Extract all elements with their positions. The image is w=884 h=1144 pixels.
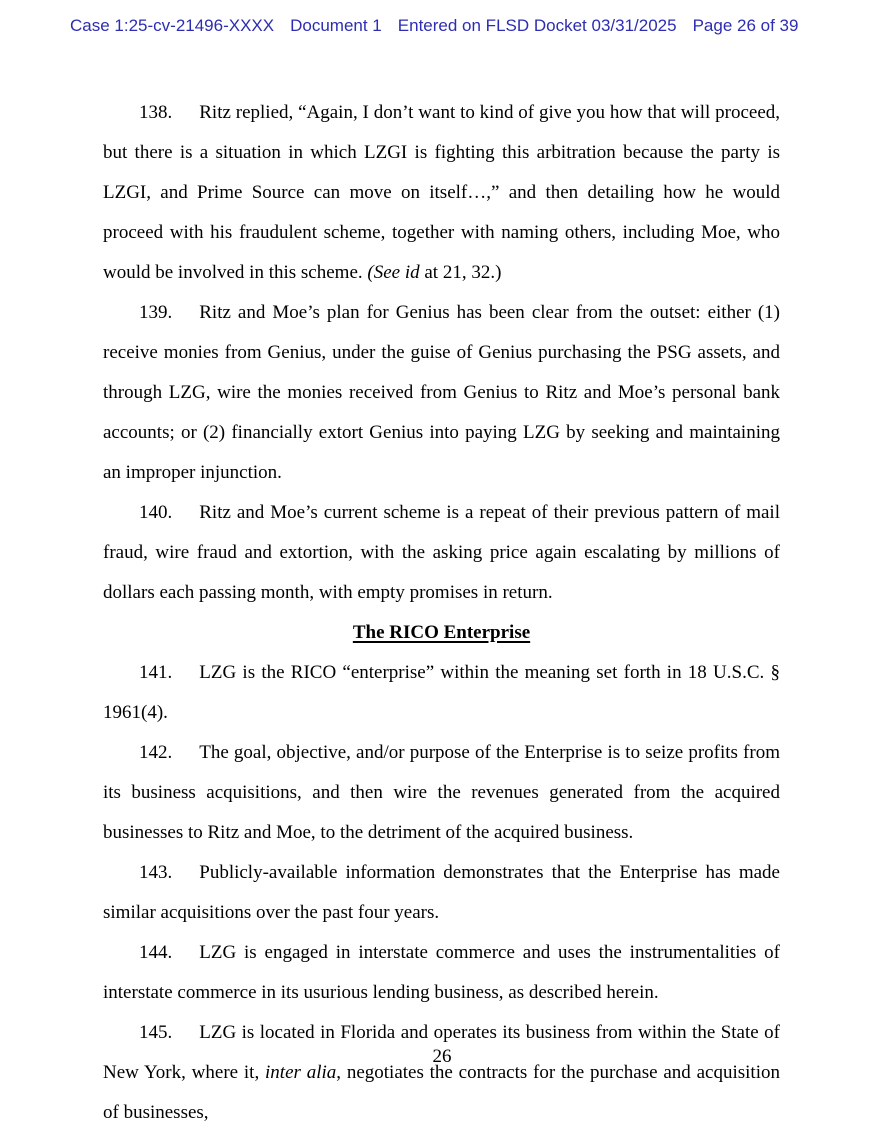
italic-text: (See id bbox=[367, 262, 420, 283]
body-paragraph bbox=[103, 653, 780, 733]
docket-entry-date: Entered on FLSD Docket 03/31/2025 bbox=[397, 16, 677, 35]
paragraph-number: 139. bbox=[139, 302, 173, 323]
paragraph-number: 138. bbox=[139, 102, 173, 123]
section-heading: The RICO Enterprise bbox=[352, 622, 531, 643]
paragraph-text: LZG is engaged in interstate commerce and uses the instrumentalities of interstate commerce in its usurious lending business, as described herein. bbox=[103, 942, 780, 1003]
body-paragraph bbox=[103, 93, 780, 293]
paragraph-text: Ritz replied, “Again, I don’t want to kind of give you how that will proceed, but there is a situation in which LZGI is fighting this arbitration because the party is LZGI, and Prime Source can move on itself…,” and then detailing how he would proceed with his fraudulent scheme, together with naming others, including Moe, who would be involved in this scheme. bbox=[103, 102, 780, 283]
body-paragraph bbox=[103, 293, 780, 493]
paragraph-text: Ritz and Moe’s plan for Genius has been clear from the outset: either (1) receive monies from Genius, under the guise of Genius purchasing the PSG assets, and through LZG, wire the monies received from Genius to Ritz and Moe’s personal bank accounts; or (2) financially extort Genius into paying LZG by seeking and maintaining an improper injunction. bbox=[103, 302, 780, 483]
body-paragraph bbox=[103, 853, 780, 933]
page-number: 26 bbox=[432, 1046, 452, 1067]
paragraph-text: LZG is the RICO “enterprise” within the meaning set forth in 18 U.S.C. § 1961(4). bbox=[103, 662, 780, 723]
body-paragraph bbox=[103, 493, 780, 613]
paragraph-number: 140. bbox=[139, 502, 173, 523]
paragraph-text: Publicly-available information demonstrates that the Enterprise has made similar acquisitions over the past four years. bbox=[103, 862, 780, 923]
paragraph-text: at 21, 32.) bbox=[419, 262, 502, 283]
document-number: Document 1 bbox=[290, 16, 382, 35]
body-paragraph bbox=[103, 1013, 780, 1133]
page-x-of-y: Page 26 of 39 bbox=[692, 16, 799, 35]
paragraph-number: 144. bbox=[139, 942, 173, 963]
paragraph-text: LZG is located in Florida and operates its business from within the State of New York, where it, bbox=[103, 1022, 780, 1083]
paragraph-text: , negotiates the contracts for the purchase and acquisition of businesses, bbox=[103, 1062, 780, 1123]
paragraph-number: 145. bbox=[139, 1022, 173, 1043]
document-body bbox=[103, 93, 780, 1133]
case-number: Case 1:25-cv-21496-XXXX bbox=[70, 16, 275, 35]
body-paragraph bbox=[103, 733, 780, 853]
paragraph-text: The goal, objective, and/or purpose of the Enterprise is to seize profits from its business acquisitions, and then wire the revenues generated from the acquired businesses to Ritz and Moe, to the detriment of the acquired business. bbox=[103, 742, 780, 843]
paragraph-text: Ritz and Moe’s current scheme is a repeat of their previous pattern of mail fraud, wire fraud and extortion, with the asking price again escalating by millions of dollars each passing month, with empty promises in return. bbox=[103, 502, 780, 603]
italic-text: inter alia bbox=[265, 1062, 337, 1083]
ecf-stamp-header bbox=[70, 16, 844, 36]
paragraph-number: 142. bbox=[139, 742, 173, 763]
paragraph-number: 141. bbox=[139, 662, 173, 683]
paragraph-number: 143. bbox=[139, 862, 173, 883]
body-paragraph bbox=[103, 933, 780, 1013]
